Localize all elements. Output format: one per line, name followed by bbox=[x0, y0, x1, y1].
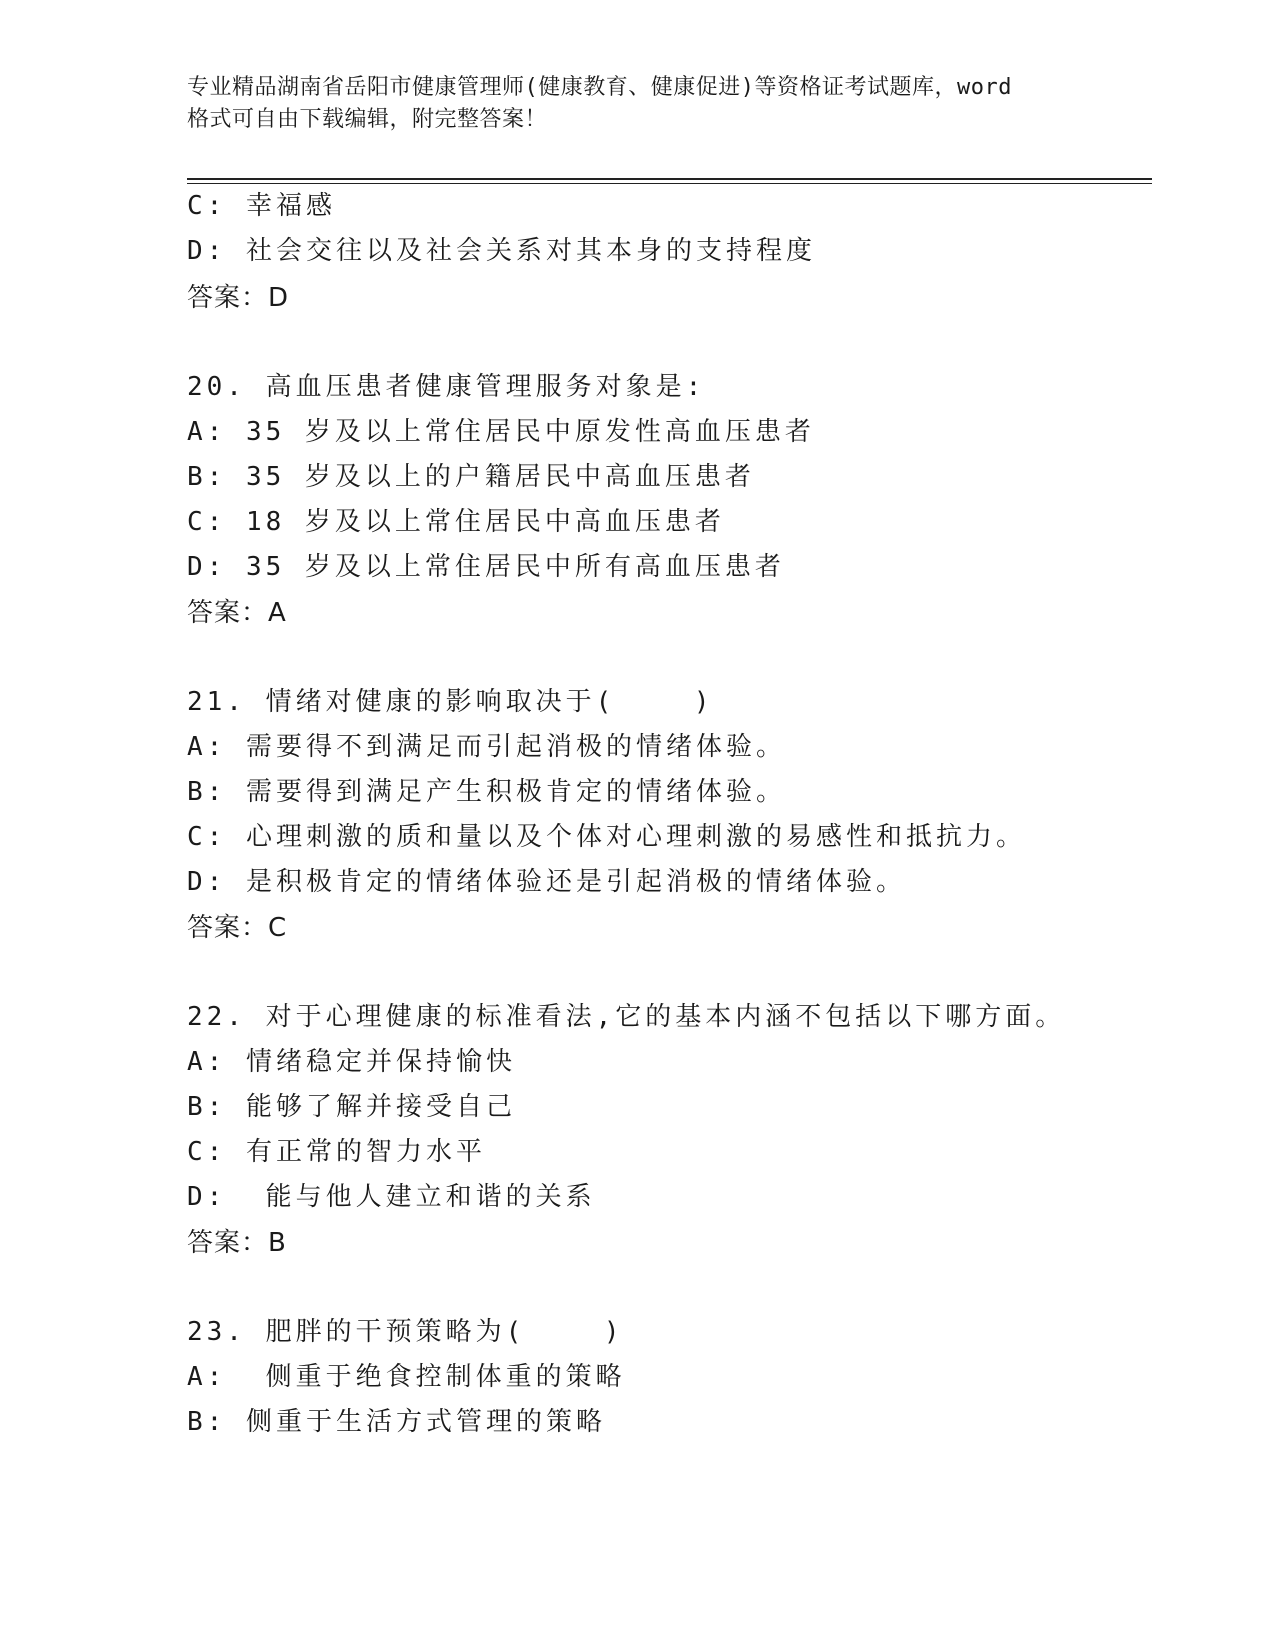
q20-answer: 答案：A bbox=[187, 598, 287, 628]
q20-question: 20. 高血压患者健康管理服务对象是: bbox=[187, 372, 706, 402]
q19-option-c: C: 幸福感 bbox=[187, 191, 336, 221]
q22-option-c: C: 有正常的智力水平 bbox=[187, 1137, 486, 1167]
document-header bbox=[187, 72, 1087, 136]
q22-question: 22. 对于心理健康的标准看法,它的基本内涵不包括以下哪方面。 bbox=[187, 1002, 1066, 1032]
q19-option-d: D: 社会交往以及社会关系对其本身的支持程度 bbox=[187, 236, 816, 266]
q20-option-b: B: 35 岁及以上的户籍居民中高血压患者 bbox=[187, 462, 755, 492]
header-divider-thin bbox=[187, 183, 1152, 184]
q20-option-c: C: 18 岁及以上常住居民中高血压患者 bbox=[187, 507, 725, 537]
q22-option-d: D: 能与他人建立和谐的关系 bbox=[187, 1182, 596, 1212]
header-line-2: 格式可自由下载编辑，附完整答案！ bbox=[187, 107, 548, 132]
q21-question: 21. 情绪对健康的影响取决于( ) bbox=[187, 687, 714, 717]
q23-question: 23. 肥胖的干预策略为( ) bbox=[187, 1317, 624, 1347]
q21-option-a: A: 需要得不到满足而引起消极的情绪体验。 bbox=[187, 732, 786, 762]
q22-option-b: B: 能够了解并接受自己 bbox=[187, 1092, 516, 1122]
q23-option-b: B: 侧重于生活方式管理的策略 bbox=[187, 1407, 606, 1437]
q23-option-a: A: 侧重于绝食控制体重的策略 bbox=[187, 1362, 626, 1392]
q22-answer: 答案：B bbox=[187, 1228, 287, 1258]
q22-option-a: A: 情绪稳定并保持愉快 bbox=[187, 1047, 516, 1077]
q19-answer: 答案：D bbox=[187, 283, 290, 313]
header-line-1: 专业精品湖南省岳阳市健康管理师(健康教育、健康促进)等资格证考试题库，word bbox=[187, 75, 1012, 100]
q21-option-d: D: 是积极肯定的情绪体验还是引起消极的情绪体验。 bbox=[187, 867, 906, 897]
q21-answer: 答案：C bbox=[187, 913, 288, 943]
q20-option-d: D: 35 岁及以上常住居民中所有高血压患者 bbox=[187, 552, 785, 582]
q20-option-a: A: 35 岁及以上常住居民中原发性高血压患者 bbox=[187, 417, 815, 447]
header-divider-thick bbox=[187, 178, 1152, 180]
q21-option-c: C: 心理刺激的质和量以及个体对心理刺激的易感性和抵抗力。 bbox=[187, 822, 1026, 852]
q21-option-b: B: 需要得到满足产生积极肯定的情绪体验。 bbox=[187, 777, 786, 807]
